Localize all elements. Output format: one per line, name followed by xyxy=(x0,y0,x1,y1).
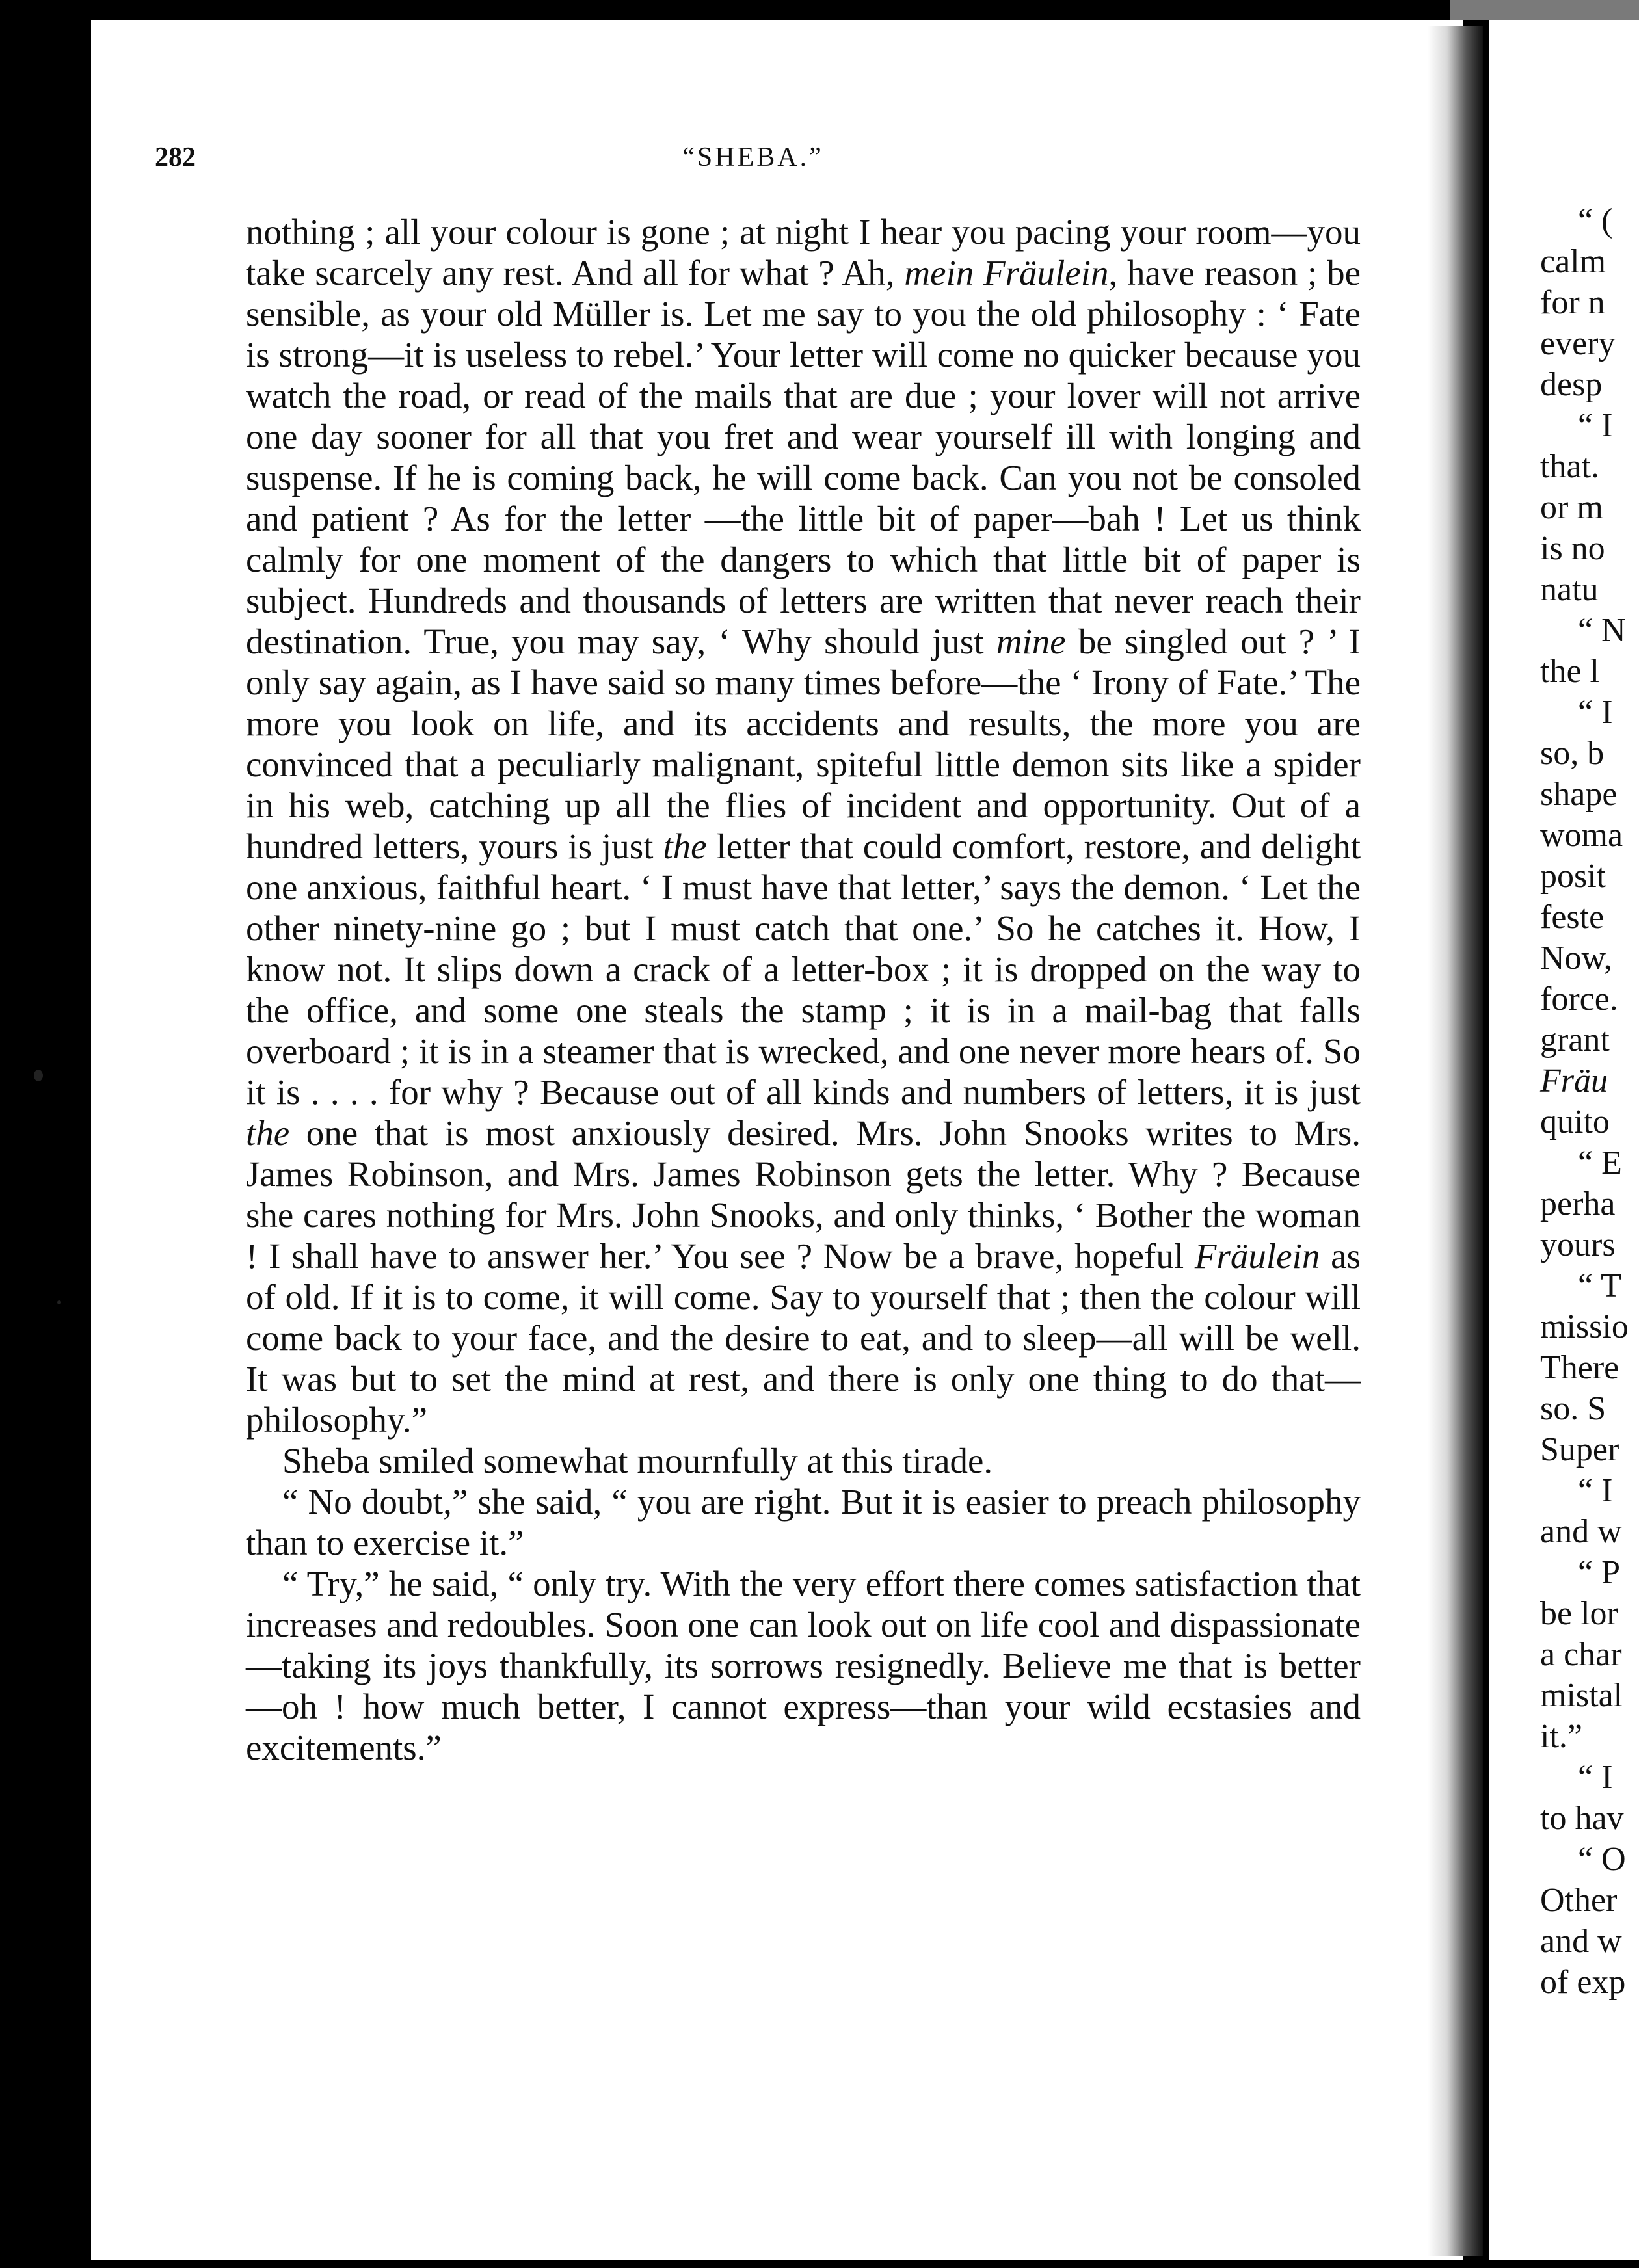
facing-page-line: “ I xyxy=(1578,1472,1613,1509)
facing-page-line: the l xyxy=(1540,653,1599,690)
facing-page-line: natu xyxy=(1540,571,1599,608)
facing-page-line: woma xyxy=(1540,817,1623,854)
facing-page-line: “ N xyxy=(1578,612,1626,649)
page-header xyxy=(155,142,1352,181)
italic-text: the xyxy=(663,826,707,866)
facing-page-line: feste xyxy=(1540,899,1605,936)
facing-page-line: force. xyxy=(1540,981,1618,1018)
running-title: “SHEBA.” xyxy=(682,142,824,172)
facing-page-line: perha xyxy=(1540,1185,1616,1222)
italic-text: the xyxy=(246,1113,290,1153)
page-number: 282 xyxy=(155,142,196,172)
facing-page-line: to hav xyxy=(1540,1800,1624,1837)
text-run: , have reason ; be sensible, as your old Müller is. Let me say to you the old philosophy : ‘ Fate is strong—it is useless to rebel.’ Your letter will come no quicker because you watch the road, or read of the mails that are due ; your lover will not arrive one day sooner for all that you fret and wear yourself ill with longing and suspense. If he is coming back, he will come back. Can you not be consoled and patient ? As for the letter —the little bit of paper—bah ! Let us think calmly for one moment of the dangers to which that little bit of paper is subject. Hundreds and thousands of letters are written that never reach their destination. True, you may say, ‘ Why should just xyxy=(246,253,1361,661)
facing-page-text xyxy=(1540,200,1639,2003)
facing-page-line: of exp xyxy=(1540,1964,1626,2001)
facing-page-line: posit xyxy=(1540,858,1606,895)
paragraph xyxy=(246,1563,1361,1768)
facing-page-line: “ P xyxy=(1578,1554,1620,1591)
text-run: “ No doubt,” she said, “ you are right. But it is easier to preach philosophy than to exercise it.” xyxy=(246,1482,1361,1563)
facing-page-line: desp xyxy=(1540,366,1603,403)
facing-page-line: yours xyxy=(1540,1226,1616,1263)
text-run: one that is most anxiously desired. Mrs. John Snooks writes to Mrs. James Robinson, and Mrs. James Robinson gets the letter. Why ? Because she cares nothing for Mrs. John Snooks, and only thinks, ‘ Bother the woman ! I shall have to answer her.’ You see ? Now be a brave, hopeful xyxy=(246,1113,1361,1276)
facing-page-line: or m xyxy=(1540,489,1603,526)
text-run: as of old. If it is to come, it will come. Say to yourself that ; then the colour will come back to your face, and the desire to eat, and to sleep—all will be well. It was but to set the mind at rest, and there is only one thing to do that—philosophy.” xyxy=(246,1236,1361,1440)
facing-page-line: missio xyxy=(1540,1308,1629,1345)
scan-speck xyxy=(34,1070,43,1081)
facing-page-line: Other xyxy=(1540,1882,1618,1919)
paragraph xyxy=(246,211,1361,1440)
book-gutter xyxy=(1428,26,1483,2256)
body-text xyxy=(246,211,1361,1768)
facing-page-line: Fräu xyxy=(1540,1062,1608,1100)
italic-text: mine xyxy=(996,622,1066,661)
facing-page-line: that. xyxy=(1540,448,1599,485)
facing-page-line: a char xyxy=(1540,1636,1622,1673)
italic-text: Fräulein xyxy=(1194,1236,1320,1276)
facing-page-line: “ I xyxy=(1578,1759,1613,1796)
text-run: nothing ; all your colour is gone ; at night I hear you pacing your room—you take scarcely any rest. And all for what ? Ah, xyxy=(246,212,1361,293)
facing-page-line: be lor xyxy=(1540,1595,1618,1632)
facing-page-line: “ T xyxy=(1578,1267,1621,1304)
facing-page-line: so, b xyxy=(1540,735,1605,772)
facing-page-line: “ I xyxy=(1578,694,1613,731)
scan-speck xyxy=(57,1300,61,1304)
facing-page-line: and w xyxy=(1540,1513,1622,1550)
facing-page-line: shape xyxy=(1540,776,1618,813)
facing-page-line: quito xyxy=(1540,1103,1610,1141)
text-run: letter that could comfort, restore, and delight one anxious, faithful heart. ‘ I must have that letter,’ says the demon. ‘ Let the other ninety-nine go ; but I must catch that one.’ So he catches it. How, I know not. It slips down a crack of a letter-box ; it is dropped on the way to the office, and some one steals the stamp ; it is in a mail-bag that falls overboard ; it is in a steamer that is wrecked, and one never more hears of. So it is . . . . for why ? Because out of all kinds and numbers of letters, it is just xyxy=(246,826,1361,1112)
facing-page-line: calm xyxy=(1540,243,1606,280)
facing-page-line: Super xyxy=(1540,1431,1619,1468)
text-run: be singled out ? ’ I only say again, as I have said so many times before—the ‘ Irony of Fate.’ The more you look on life, and its accidents and results, the more you are convinced that a peculiarly malignant, spiteful little demon sits like a spider in his web, catching up all the flies of incident and opportunity. Out of a hundred letters, yours is just xyxy=(246,622,1361,866)
facing-page-line: every xyxy=(1540,325,1616,362)
facing-page-line: so. S xyxy=(1540,1390,1606,1427)
text-run: “ Try,” he said, “ only try. With the very effort there comes satisfaction that increases and redoubles. Soon one can look out on life cool and dispassionate—taking its joys thankfully, its sorrows resignedly. Believe me that is better —oh ! how much better, I cannot express—than your wild ecstasies and excitements.” xyxy=(246,1564,1361,1767)
facing-page-line: “ O xyxy=(1578,1841,1626,1878)
facing-page-line: “ I xyxy=(1578,407,1613,444)
italic-text: mein Fräulein xyxy=(904,253,1109,293)
text-run: Sheba smiled somewhat mournfully at this tirade. xyxy=(282,1441,993,1481)
facing-page-line: it.” xyxy=(1540,1718,1582,1755)
paragraph xyxy=(246,1481,1361,1563)
scan-edge-strip xyxy=(1450,0,1639,20)
facing-page-line: Now, xyxy=(1540,940,1612,977)
facing-page-line: mistal xyxy=(1540,1677,1623,1714)
paragraph xyxy=(246,1440,1361,1481)
facing-page-line: grant xyxy=(1540,1022,1610,1059)
facing-page-line: “ E xyxy=(1578,1144,1622,1181)
facing-page-line: for n xyxy=(1540,284,1605,321)
facing-page-line: There xyxy=(1540,1349,1619,1386)
facing-page-line: “ ( xyxy=(1578,202,1613,239)
facing-page-line: is no xyxy=(1540,530,1605,567)
facing-page-line: and w xyxy=(1540,1923,1622,1960)
